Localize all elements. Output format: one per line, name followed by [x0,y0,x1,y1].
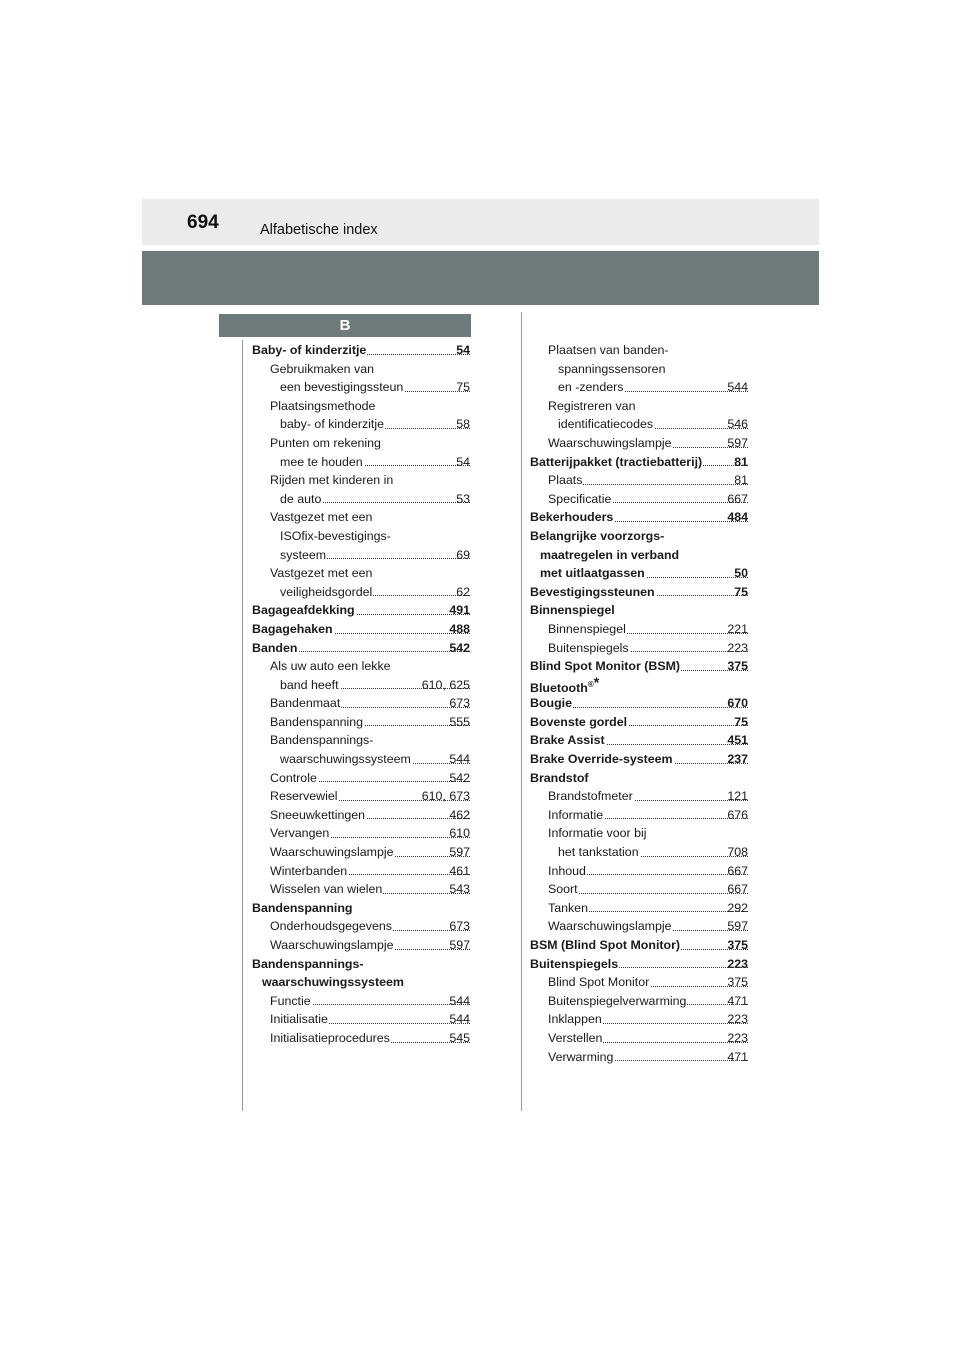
entry-page-ref: 673 [447,694,470,713]
entry-label: Bovenste gordel [530,714,628,729]
index-entry [530,453,748,472]
index-entry [530,769,748,788]
entry-page-ref: 53 [454,490,470,509]
entry-page-ref: 543 [447,880,470,899]
index-entry [530,527,748,546]
header-top-band [142,199,819,245]
entry-label: Initialisatieprocedures [270,1030,390,1045]
index-subentry [530,862,748,881]
entry-label: Buitenspiegelverwarming [548,993,687,1008]
index-subentry [252,936,470,955]
entry-label: Bandenspanning [252,900,353,915]
index-subentry [252,843,470,862]
entry-label: Bluetooth®* [530,673,600,695]
index-subentry [252,676,470,695]
entry-page-ref: 462 [447,806,470,825]
entry-page-ref: 555 [447,713,470,732]
entry-label: Bandenspannings- [270,733,374,748]
column-divider-left [242,340,243,1111]
entry-label: Waarschuwingslampje [548,435,672,450]
entry-label: de auto [280,491,322,506]
entry-label: Wisselen van wielen [270,882,383,897]
index-column-right [530,341,748,1066]
index-subentry [252,862,470,881]
entry-label: Bandenspanning [270,714,364,729]
entry-label: Blind Spot Monitor [548,975,650,990]
entry-label: Initialisatie [270,1012,328,1027]
entry-page-ref: 375 [725,973,748,992]
entry-label: Binnenspiegel [530,603,615,618]
entry-label: spanningssensoren [558,361,666,376]
index-entry [530,936,748,955]
index-subentry [530,917,748,936]
index-subentry [252,434,470,453]
entry-page-ref: 62 [454,583,470,602]
entry-label: Brake Assist [530,733,605,748]
entry-label: Waarschuwingslampje [548,919,672,934]
entry-label: Bandenmaat [270,696,341,711]
index-subentry [530,397,748,416]
entry-label: Specificatie [548,491,612,506]
entry-label: Vastgezet met een [270,566,373,581]
entry-page-ref: 597 [725,434,748,453]
entry-label: een bevestigingssteun [280,380,404,395]
entry-label: baby- of kinderzitje [280,417,384,432]
entry-label: Sneeuwkettingen [270,807,366,822]
entry-page-ref: 670 [725,694,748,713]
index-subentry [252,1010,470,1029]
entry-label: BSM (Blind Spot Monitor) [530,938,681,952]
index-entry [530,955,748,974]
index-column-left [252,341,470,1048]
entry-page-ref: 451 [725,731,748,750]
entry-page-ref: 542 [447,769,470,788]
entry-label: Tanken [548,900,588,915]
index-subentry [252,694,470,713]
index-subentry [530,620,748,639]
index-entry [252,973,470,992]
entry-page-ref: 544 [725,378,748,397]
index-subentry [252,824,470,843]
entry-label: en -zenders [558,380,624,395]
entry-page-ref: 610, 625 [420,676,470,695]
entry-label: Winterbanden [270,863,348,878]
index-entry [252,601,470,620]
index-subentry [530,824,748,843]
index-entry [530,546,748,565]
index-subentry [252,880,470,899]
index-entry [252,639,470,658]
entry-page-ref: 223 [725,955,748,974]
entry-label: Binnenspiegel [548,621,626,636]
entry-label: Batterijpakket (tractiebatterij) [530,454,703,469]
header-color-band [142,251,819,305]
entry-label: Banden [252,640,298,655]
entry-page-ref: 667 [725,490,748,509]
index-subentry [252,750,470,769]
entry-page-ref: 667 [725,880,748,899]
index-subentry [252,1029,470,1048]
entry-label: Bougie [530,696,572,711]
index-subentry [252,508,470,527]
index-entry [530,601,748,620]
entry-page-ref: 546 [725,415,748,434]
entry-label: Plaatsen van banden- [548,343,669,357]
index-subentry [530,490,748,509]
entry-label: Informatie voor bij [548,826,647,841]
entry-label: Informatie [548,807,604,822]
index-entry [252,341,470,360]
entry-label: Buitenspiegels [548,640,629,655]
entry-label: Vervangen [270,826,330,841]
index-entry [252,899,470,918]
index-subentry [252,378,470,397]
index-subentry [252,917,470,936]
entry-label: Belangrijke voorzorgs- [530,528,665,543]
index-subentry [530,434,748,453]
entry-label: Waarschuwingslampje [270,938,394,952]
entry-label: ISOfix-bevestigings- [280,528,391,543]
index-subentry [530,973,748,992]
entry-page-ref: 542 [447,639,470,658]
entry-label: Bekerhouders [530,510,614,525]
entry-label: veiligheidsgordel [280,584,373,599]
entry-page-ref: 471 [725,992,748,1011]
entry-page-ref: 544 [447,750,470,769]
index-subentry [530,992,748,1011]
section-letter: B [219,314,471,337]
index-subentry [252,731,470,750]
entry-label: Brandstofmeter [548,789,633,804]
entry-label: systeem [280,547,327,562]
entry-label: Verstellen [548,1030,603,1045]
index-subentry [252,806,470,825]
index-subentry [530,1010,748,1029]
entry-page-ref: 75 [732,583,748,602]
entry-label: maatregelen in verband [540,547,680,562]
entry-label: waarschuwingssysteem [262,975,404,990]
entry-page-ref: 375 [725,936,748,955]
index-entry [530,750,748,769]
index-entry [530,713,748,732]
entry-page-ref: 121 [725,787,748,806]
entry-page-ref: 491 [447,601,470,620]
index-subentry [252,787,470,806]
index-subentry [530,360,748,379]
entry-page-ref: 81 [732,471,748,490]
index-subentry [252,992,470,1011]
entry-label: Plaats [548,473,583,488]
registered-mark: ® [587,679,594,689]
entry-page-ref: 676 [725,806,748,825]
entry-label: Soort [548,882,578,897]
entry-page-ref: 69 [454,546,470,565]
entry-label: Brandstof [530,770,589,785]
entry-page-ref: 461 [447,862,470,881]
index-subentry [530,1048,748,1067]
entry-label: Registreren van [548,398,636,413]
index-subentry [252,360,470,379]
entry-page-ref: 708 [725,843,748,862]
entry-page-ref: 597 [447,936,470,955]
index-subentry [252,546,470,565]
entry-label: Vastgezet met een [270,510,373,525]
entry-page-ref: 610, 673 [420,787,470,806]
entry-label: Rijden met kinderen in [270,473,394,488]
entry-page-ref: 667 [725,862,748,881]
index-entry [252,620,470,639]
index-subentry [252,769,470,788]
column-divider-middle [521,312,522,1111]
entry-label: waarschuwingssysteem [280,752,411,767]
entry-page-ref: 75 [454,378,470,397]
entry-label: Punten om rekening [270,435,381,450]
index-entry [530,694,748,713]
index-subentry [252,453,470,472]
entry-page-ref: 544 [447,1010,470,1029]
index-subentry [252,415,470,434]
index-subentry [530,471,748,490]
index-subentry [252,397,470,416]
entry-label: Gebruikmaken van [270,361,374,376]
index-subentry [252,471,470,490]
entry-label: Plaatsingsmethode [270,398,376,413]
entry-label: Functie [270,993,311,1008]
entry-label: het tankstation [558,845,639,860]
entry-label: Baby- of kinderzitje [252,343,367,357]
entry-page-ref: 223 [725,639,748,658]
index-subentry [530,639,748,658]
index-entry [252,955,470,974]
entry-page-ref: 223 [725,1010,748,1029]
entry-label: Bagageafdekking [252,603,355,618]
index-subentry [252,490,470,509]
entry-page-ref: 597 [447,843,470,862]
index-subentry [530,378,748,397]
index-subentry [252,564,470,583]
index-subentry [530,880,748,899]
entry-label: Reservewiel [270,789,338,804]
page-number: 694 [187,212,219,233]
page-title: Alfabetische index [260,222,378,238]
entry-label: Buitenspiegels [530,956,619,971]
entry-label: mee te houden [280,454,363,469]
index-entry [530,564,748,583]
entry-label: met uitlaatgassen [540,566,645,581]
index-subentry [530,787,748,806]
index-subentry [252,583,470,602]
entry-page-ref: 81 [732,453,748,472]
entry-label: Verwarming [548,1049,614,1064]
entry-page-ref: 471 [725,1048,748,1067]
entry-page-ref: 221 [725,620,748,639]
entry-page-ref: 375 [725,657,748,676]
entry-page-ref: 610 [447,824,470,843]
entry-page-ref: 545 [447,1029,470,1048]
entry-page-ref: 50 [732,564,748,583]
index-subentry [530,806,748,825]
entry-label: Waarschuwingslampje [270,845,394,860]
index-entry [530,508,748,527]
entry-page-ref: 54 [454,341,470,360]
entry-page-ref: 488 [447,620,470,639]
index-subentry [530,843,748,862]
index-entry [530,731,748,750]
entry-label: Controle [270,770,317,785]
entry-page-ref: 54 [454,453,470,472]
index-entry [530,657,748,676]
index-entry [530,673,748,695]
entry-page-ref: 58 [454,415,470,434]
asterisk-mark: * [593,673,600,690]
entry-page-ref: 223 [725,1029,748,1048]
entry-label: Bandenspannings- [252,956,364,971]
entry-label: Bagagehaken [252,621,333,636]
entry-label: Brake Override-systeem [530,752,673,767]
index-subentry [530,1029,748,1048]
index-subentry [530,415,748,434]
entry-label: Bevestigingssteunen [530,584,655,599]
index-subentry [252,713,470,732]
entry-page-ref: 597 [725,917,748,936]
entry-page-ref: 237 [725,750,748,769]
entry-page-ref: 673 [447,917,470,936]
entry-page-ref: 75 [732,713,748,732]
entry-label: identificatiecodes [558,417,654,432]
entry-page-ref: 484 [725,508,748,527]
index-subentry [252,657,470,676]
index-subentry [252,527,470,546]
entry-label: Als uw auto een lekke [270,659,391,674]
entry-page-ref: 292 [725,899,748,918]
index-subentry [530,341,748,360]
entry-label: Onderhoudsgegevens [270,919,392,934]
entry-label: Inklappen [548,1012,602,1027]
entry-label: Blind Spot Monitor (BSM) [530,659,681,674]
index-subentry [530,899,748,918]
index-entry [530,583,748,602]
entry-label: band heeft [280,677,339,692]
entry-label: Inhoud [548,863,586,878]
entry-page-ref: 544 [447,992,470,1011]
